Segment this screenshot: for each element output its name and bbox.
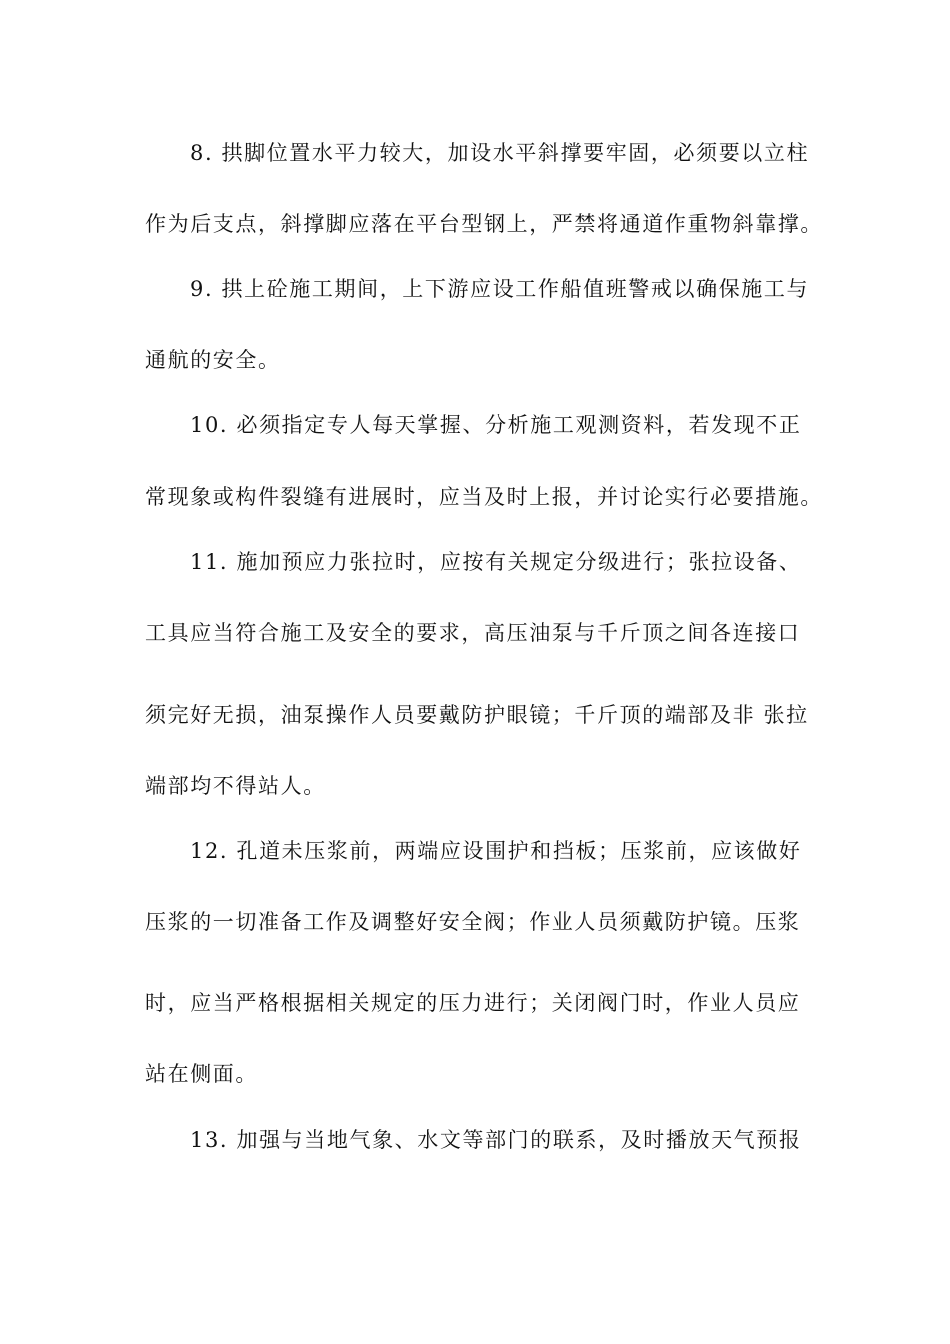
item-10-line-2: 常现象或构件裂缝有进展时，应当及时上报，并讨论实行必要措施。 bbox=[145, 485, 823, 509]
item-10-line-1: 10. 必须指定专人每天掌握、分析施工观测资料，若发现不正 bbox=[190, 413, 802, 437]
item-9-line-2: 通航的安全。 bbox=[145, 348, 281, 372]
item-11-line-3: 须完好无损，油泵操作人员要戴防护眼镜；千斤顶的端部及非 张拉 bbox=[145, 703, 809, 727]
item-12-line-4: 站在侧面。 bbox=[145, 1062, 258, 1086]
item-12-line-2: 压浆的一切准备工作及调整好安全阀；作业人员须戴防护镜。压浆 bbox=[145, 910, 801, 934]
item-8-line-1: 8. 拱脚位置水平力较大，加设水平斜撑要牢固，必须要以立柱 bbox=[190, 141, 810, 165]
item-9-line-1: 9. 拱上砼施工期间，上下游应设工作船值班警戒以确保施工与 bbox=[190, 277, 810, 301]
item-11-line-4: 端部均不得站人。 bbox=[145, 774, 326, 798]
item-12-line-1: 12. 孔道未压浆前，两端应设围护和挡板；压浆前，应该做好 bbox=[190, 839, 802, 863]
item-13-line-1: 13. 加强与当地气象、水文等部门的联系，及时播放天气预报 bbox=[190, 1128, 802, 1152]
item-12-line-3: 时，应当严格根据相关规定的压力进行；关闭阀门时，作业人员应 bbox=[145, 991, 801, 1015]
item-11-line-2: 工具应当符合施工及安全的要求，高压油泵与千斤顶之间各连接口 bbox=[145, 621, 801, 645]
item-8-line-2: 作为后支点，斜撑脚应落在平台型钢上，严禁将通道作重物斜靠撑。 bbox=[145, 212, 823, 236]
item-11-line-1: 11. 施加预应力张拉时，应按有关规定分级进行；张拉设备、 bbox=[190, 550, 802, 574]
